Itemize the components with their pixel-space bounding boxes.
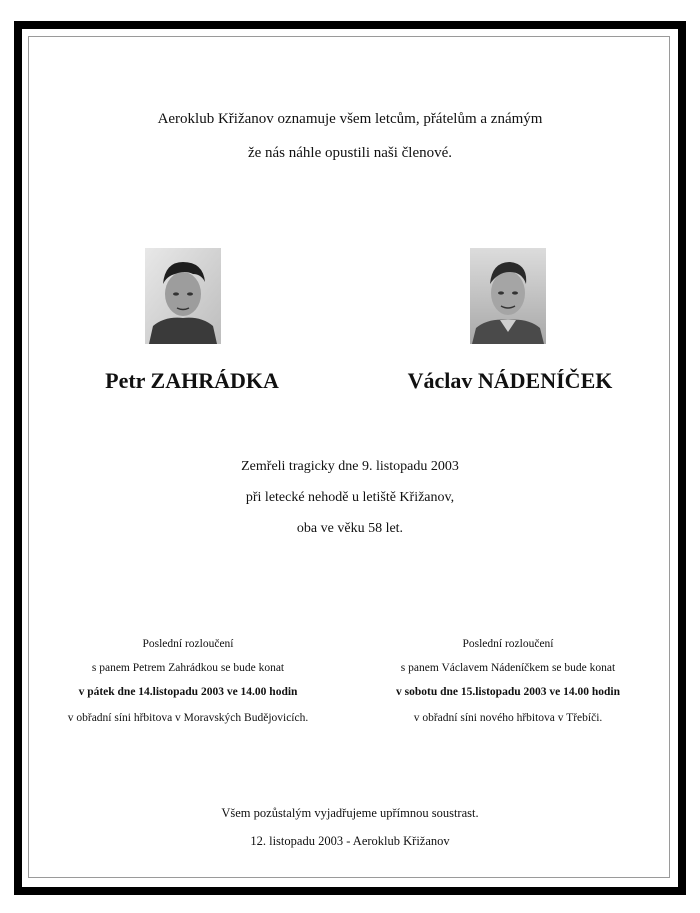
intro-line-2: že nás náhle opustili naši členové. <box>247 145 453 161</box>
inner-gray-border <box>28 36 670 878</box>
name-petr-zahradka: Petr ZAHRÁDKA <box>105 368 279 393</box>
name-vaclav-nadenicek: Václav NÁDENÍČEK <box>407 368 613 393</box>
farewell-right-location: v obřadní síni nového hřbitova v Třebíči. <box>413 712 603 724</box>
farewell-left-date: v pátek dne 14.listopadu 2003 ve 14.00 hodin <box>78 686 298 698</box>
signature-date-line: 12. listopadu 2003 - Aeroklub Křižanov <box>250 834 450 848</box>
farewell-right-date: v sobotu dne 15.listopadu 2003 ve 14.00 hodin <box>396 686 620 698</box>
farewell-left-line-1: Poslední rozloučení <box>142 638 234 650</box>
intro-line-1: Aeroklub Křižanov oznamuje všem letcům, přátelům a známým <box>157 111 543 127</box>
farewell-right-line-1: Poslední rozloučení <box>462 638 554 650</box>
portrait-photo-petr-zahradka <box>145 248 221 344</box>
death-notice-line-3: oba ve věku 58 let. <box>296 521 404 536</box>
farewell-right-line-2: s panem Václavem Nádeníčkem se bude konat <box>400 662 616 674</box>
death-notice-line-1: Zemřeli tragicky dne 9. listopadu 2003 <box>241 459 459 474</box>
portrait-photo-vaclav-nadenicek <box>470 248 546 344</box>
condolence-line: Všem pozůstalým vyjadřujeme upřímnou soustrast. <box>221 806 479 820</box>
farewell-left-location: v obřadní síni hřbitova v Moravských Budějovicích. <box>67 712 309 724</box>
death-notice-line-2: při letecké nehodě u letiště Křižanov, <box>245 490 455 505</box>
farewell-left-line-2: s panem Petrem Zahrádkou se bude konat <box>91 662 285 674</box>
